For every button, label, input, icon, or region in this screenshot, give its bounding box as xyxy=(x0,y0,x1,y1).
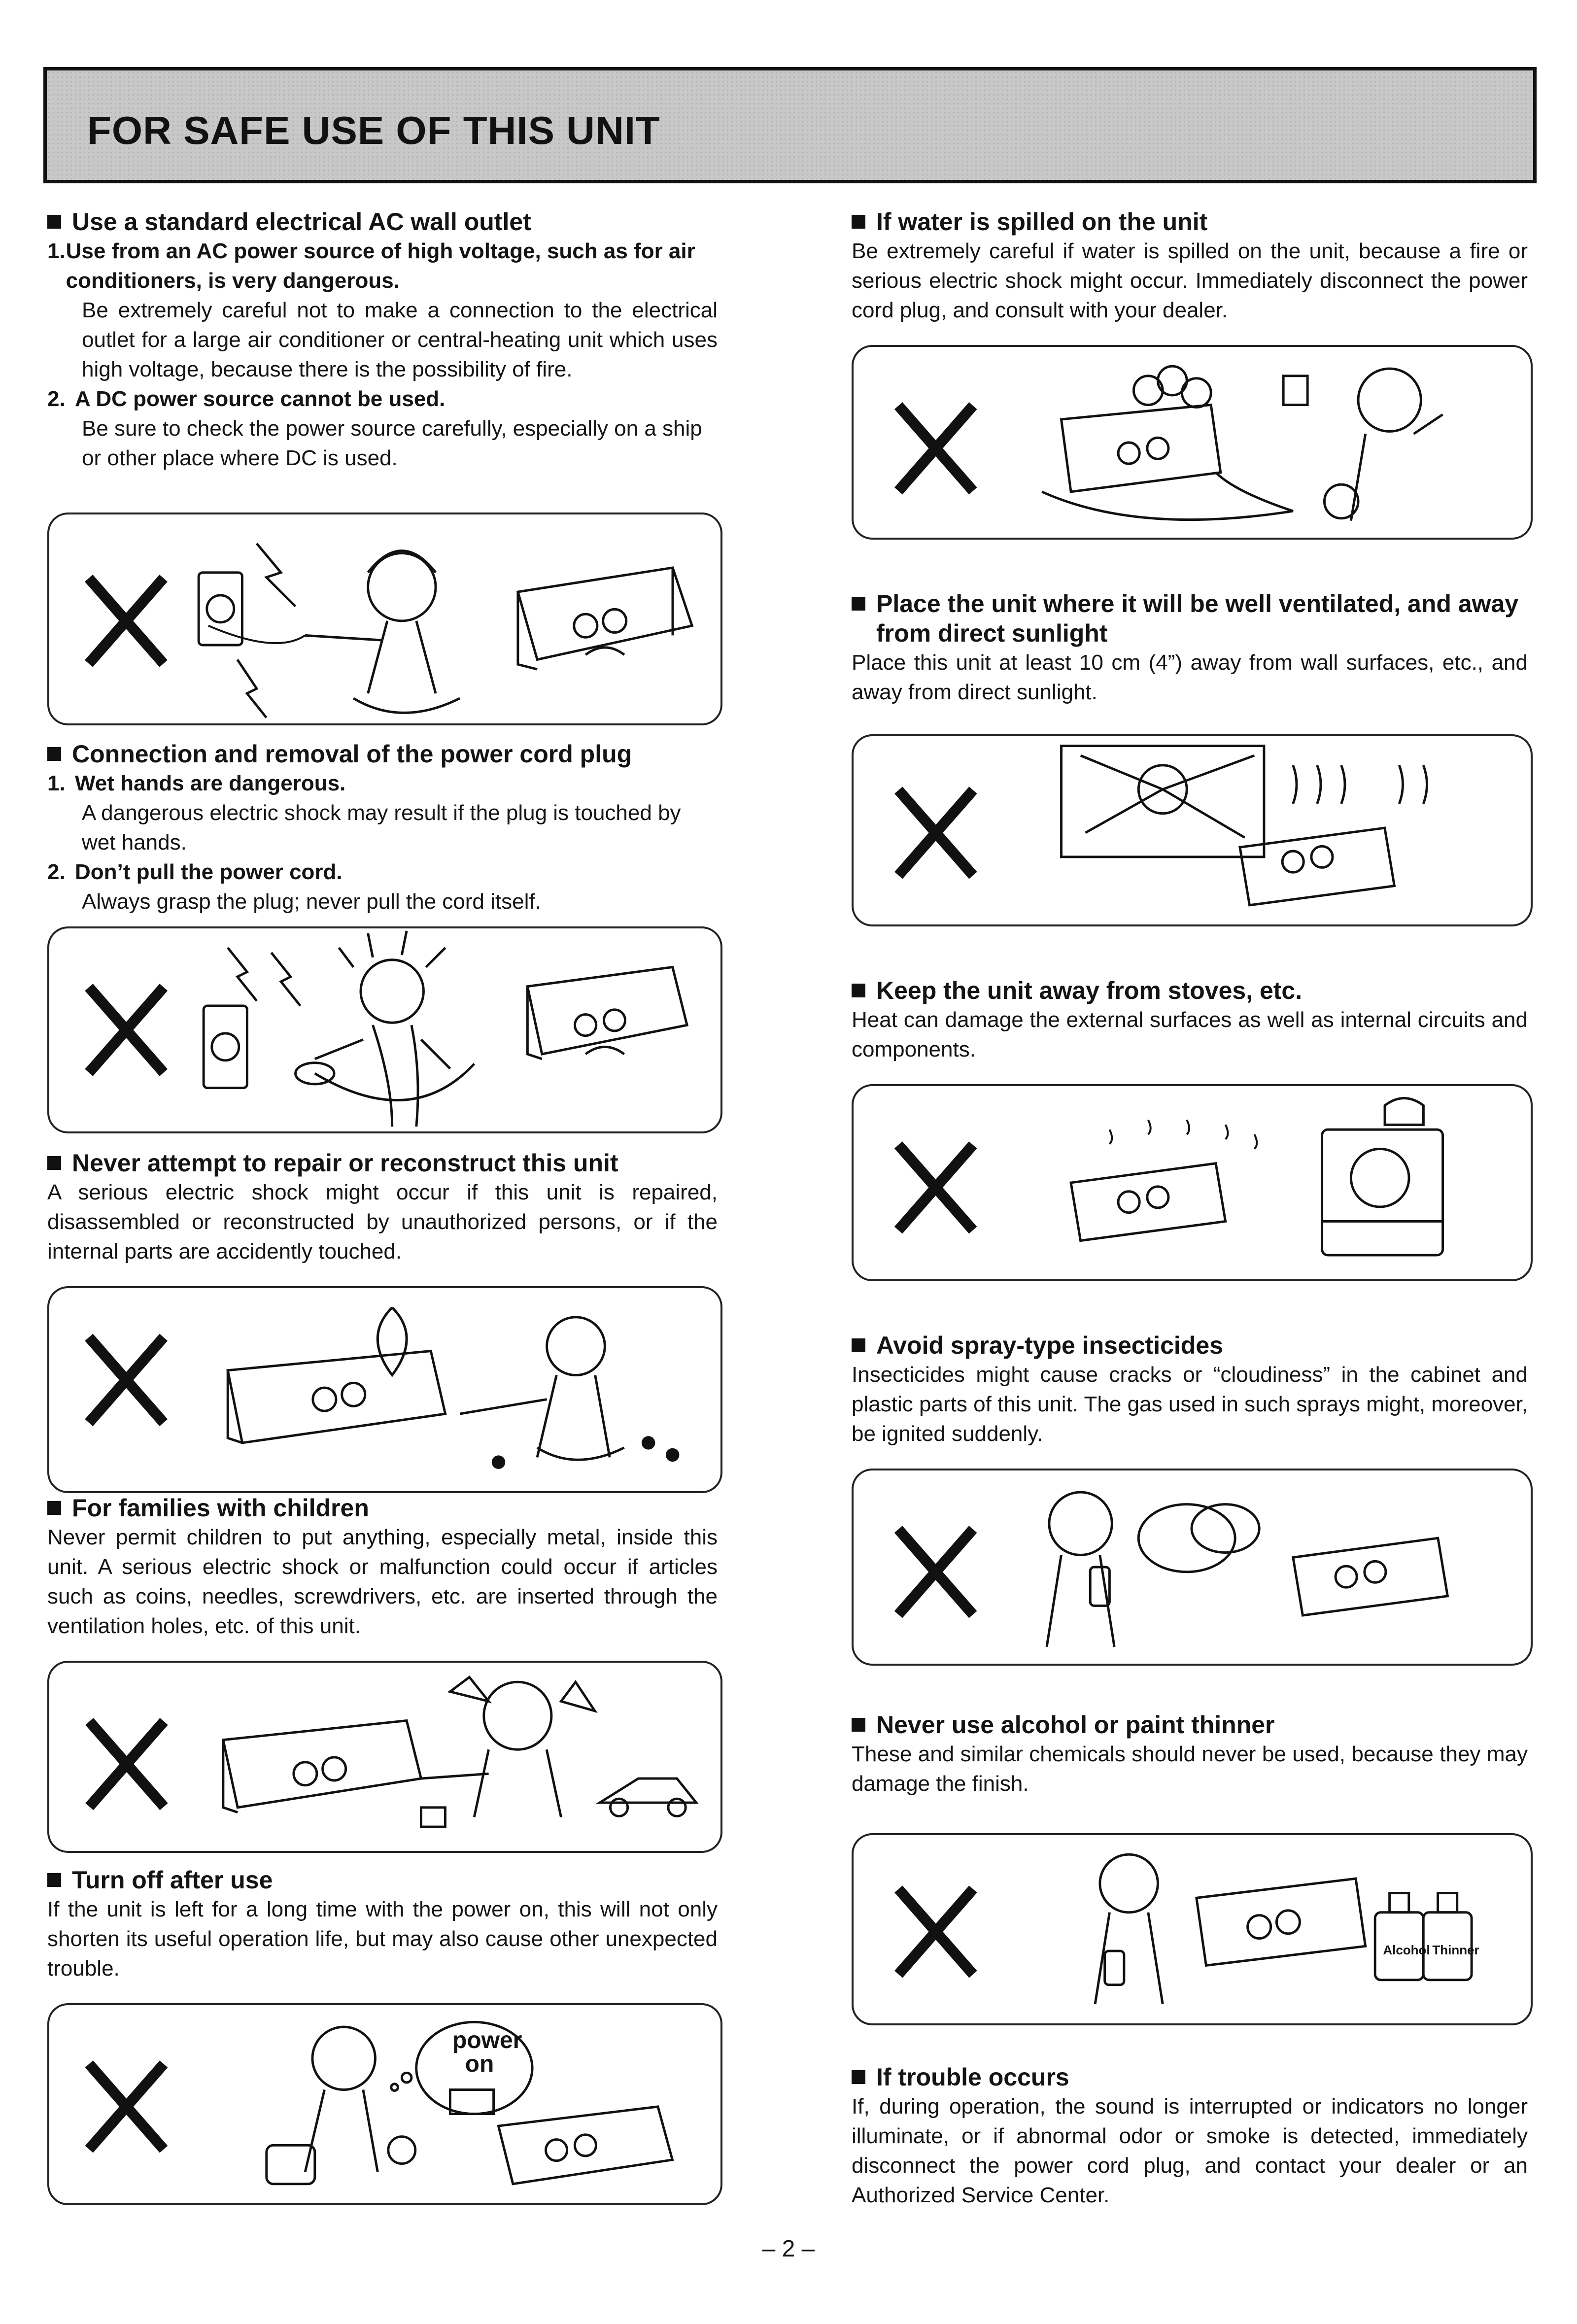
prohibited-x-icon xyxy=(902,794,969,872)
spray-cloud-icon xyxy=(1138,1504,1259,1572)
bullet-icon xyxy=(852,1718,865,1732)
section-heading: If trouble occurs xyxy=(852,2062,1528,2092)
section-body: A serious electric shock might occur if this unit is repaired, disassembled or reconstructed by unauthorized persons, or if the internal parts are accidently touched. xyxy=(47,1180,718,1264)
section-body: Be extremely careful if water is spilled on the unit, because a fire or serious electric shock might occur. Immediately disconnect the power cord plug, and consult with your dealer. xyxy=(852,239,1528,322)
title-banner xyxy=(43,67,1537,183)
bullet-icon xyxy=(852,1338,865,1352)
unit-box-icon xyxy=(518,568,692,669)
section-heading: Turn off after use xyxy=(47,1865,718,1895)
section-water xyxy=(852,207,1528,325)
list-item: 1. Wet hands are dangerous. A dangerous electric shock may result if the plug is touched by wet hands. xyxy=(47,771,681,854)
prohibited-x-icon xyxy=(93,991,160,1069)
section-trouble xyxy=(852,2062,1528,2210)
prohibited-x-icon xyxy=(93,1341,160,1419)
bullet-icon xyxy=(852,984,865,997)
illustration-ventilated xyxy=(852,734,1533,926)
illustration-repair xyxy=(47,1286,722,1493)
section-ventilated xyxy=(852,589,1528,707)
section-power-cord xyxy=(47,739,718,917)
section-heading: Keep the unit away from stoves, etc. xyxy=(852,976,1528,1005)
bullet-icon xyxy=(47,1501,61,1515)
warning-illustration xyxy=(49,928,720,1131)
prohibited-x-icon xyxy=(902,410,969,487)
window-sun-icon xyxy=(1062,746,1264,857)
unit-box-icon xyxy=(1197,1879,1366,1965)
bullet-icon xyxy=(852,2070,865,2084)
prohibited-x-icon xyxy=(93,1725,160,1803)
person-figure xyxy=(1095,1854,1163,2004)
page-title: FOR SAFE USE OF THIS UNIT xyxy=(87,108,660,152)
prohibited-x-icon xyxy=(902,1149,969,1226)
section-body: Insecticides might cause cracks or “cloudiness” in the cabinet and plastic parts of this unit. The gas used in such sprays might, moreover, be ignited suddenly. xyxy=(852,1363,1528,1446)
section-heading: Place the unit where it will be well ventilated, and away from direct sunlight xyxy=(852,589,1528,648)
section-heading: Connection and removal of the power cord plug xyxy=(47,739,718,769)
prohibited-x-icon xyxy=(902,1533,969,1610)
section-body: Place this unit at least 10 cm (4”) away from wall surfaces, etc., and away from direct sunlight. xyxy=(852,650,1528,704)
bullet-icon xyxy=(852,215,865,229)
illustration-ac-outlet xyxy=(47,513,722,725)
toy-block-icon xyxy=(421,1808,445,1827)
section-heading: Use a standard electrical AC wall outlet xyxy=(47,207,718,237)
list-item: 1. Use from an AC power source of high voltage, such as for air conditioners, is very dangerous. Be extremely careful not to make a connection to the electrical outlet for a large air conditioner or central-heating unit which uses high voltage, because there is the possibility of fire. xyxy=(47,239,718,381)
section-heading: For families with children xyxy=(47,1493,718,1523)
section-body: If the unit is left for a long time with the power on, this will not only shorten its useful operation life, but may also cause other unexpected trouble. xyxy=(47,1897,718,1981)
section-heading: Never attempt to repair or reconstruct this unit xyxy=(47,1148,718,1178)
warning-illustration xyxy=(49,1288,720,1491)
heat-wave-icon xyxy=(1293,765,1427,804)
bullet-icon xyxy=(47,1873,61,1887)
screw-icon xyxy=(492,1436,680,1469)
unit-box-icon xyxy=(527,967,687,1059)
section-body: Never permit children to put anything, especially metal, inside this unit. A serious electric shock or malfunction could occur if articles such as coins, needles, screwdrivers, etc. are inserted through the ventilation holes, etc. of this unit. xyxy=(47,1525,718,1638)
unit-box-icon xyxy=(1061,405,1220,492)
warning-illustration xyxy=(49,2005,720,2203)
prohibited-x-icon xyxy=(902,1893,969,1971)
bullet-icon xyxy=(47,1156,61,1170)
person-figure xyxy=(1047,1492,1114,1647)
warning-illustration xyxy=(49,1663,720,1851)
unit-box-icon xyxy=(228,1307,445,1443)
flower-vase-icon xyxy=(1133,366,1211,407)
toy-car-icon xyxy=(600,1778,696,1816)
bottle-label-alcohol: Alcohol xyxy=(1383,1943,1430,1957)
section-body: These and similar chemicals should never be used, because they may damage the finish. xyxy=(852,1742,1528,1796)
person-figure xyxy=(296,931,475,1127)
unit-box-icon xyxy=(1293,1538,1448,1615)
bottle-label-thinner: Thinner xyxy=(1432,1943,1479,1957)
bullet-icon xyxy=(47,215,61,229)
wall-outlet-icon xyxy=(199,544,295,718)
bullet-icon xyxy=(47,747,61,761)
person-on-phone-figure xyxy=(1324,369,1442,521)
wall-outlet-icon xyxy=(1283,376,1307,405)
section-alcohol xyxy=(852,1710,1528,1799)
warning-illustration xyxy=(854,1835,1531,2023)
unit-box-icon xyxy=(223,1721,421,1812)
illustration-alcohol xyxy=(852,1833,1533,2025)
list-item: 2. A DC power source cannot be used. Be sure to check the power source carefully, especially on a ship or other place where DC is used. xyxy=(47,387,702,470)
section-body: If, during operation, the sound is interrupted or indicators no longer illuminate, or if abnormal odor or smoke is detected, immediately disconnect the power cord plug, and contact your dealer or an Authorized Service Center. xyxy=(852,2094,1528,2207)
illustration-water xyxy=(852,345,1533,540)
section-stoves xyxy=(852,976,1528,1064)
section-children xyxy=(47,1493,718,1641)
unit-box-icon xyxy=(1071,1163,1226,1241)
warning-illustration xyxy=(854,1470,1531,1664)
bullet-icon xyxy=(852,597,865,611)
warning-illustration xyxy=(854,347,1531,538)
section-ac-outlet xyxy=(47,207,718,473)
child-figure xyxy=(421,1677,595,1817)
section-heading: Avoid spray-type insecticides xyxy=(852,1331,1528,1360)
section-body: Heat can damage the external surfaces as well as internal circuits and components. xyxy=(852,1008,1528,1061)
stove-icon xyxy=(1322,1098,1443,1256)
page-number: – 2 – xyxy=(762,2236,815,2262)
wall-outlet-icon xyxy=(204,948,300,1088)
unit-box-icon xyxy=(498,2107,672,2184)
person-figure xyxy=(460,1317,624,1460)
warning-illustration xyxy=(854,1086,1531,1279)
illustration-power-cord xyxy=(47,926,722,1133)
illustration-children xyxy=(47,1661,722,1853)
section-insecticides xyxy=(852,1331,1528,1449)
heat-drops xyxy=(1109,1120,1257,1149)
illustration-turn-off xyxy=(47,2003,722,2205)
section-repair xyxy=(47,1148,718,1266)
person-figure xyxy=(267,2027,415,2184)
bottle-icon xyxy=(1375,1893,1472,1980)
section-heading: Never use alcohol or paint thinner xyxy=(852,1710,1528,1740)
person-figure xyxy=(208,551,460,713)
prohibited-x-icon xyxy=(92,582,160,659)
bubble-text: power on xyxy=(452,2027,522,2077)
warning-illustration xyxy=(854,736,1531,924)
list-item: 2. Don’t pull the power cord. Always grasp the plug; never pull the cord itself. xyxy=(47,860,541,914)
illustration-stoves xyxy=(852,1084,1533,1281)
prohibited-x-icon xyxy=(93,2068,160,2145)
section-turn-off xyxy=(47,1865,718,1983)
warning-illustration xyxy=(49,514,720,723)
section-heading: If water is spilled on the unit xyxy=(852,207,1528,237)
illustration-insecticides xyxy=(852,1469,1533,1666)
